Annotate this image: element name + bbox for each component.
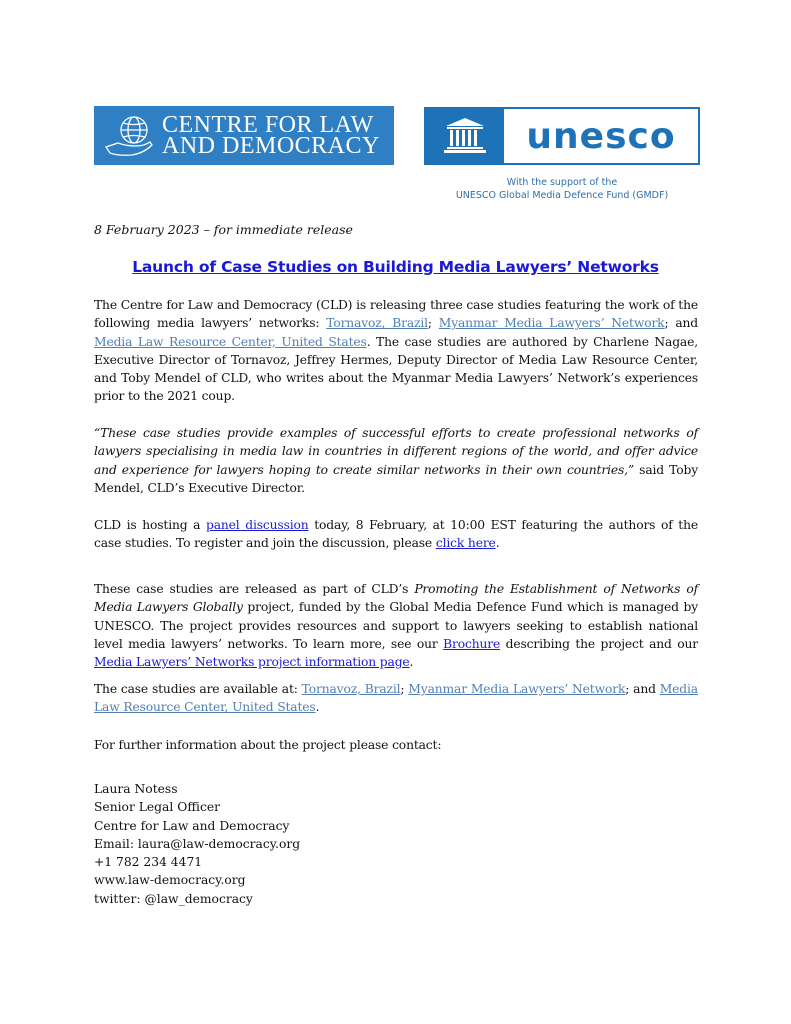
contact-name: Laura Notess xyxy=(94,782,178,796)
text: The case studies are available at: xyxy=(94,682,302,696)
text: The Centre for Law and Democracy (CLD) is releasing three case studies featuring the work of the following media lawyers’ networks: xyxy=(94,298,698,331)
link-mlrc-us[interactable]: Media Law Resource Center, United States xyxy=(94,334,367,349)
link-mlrc-us-2[interactable]: Media Law Resource Center, United States xyxy=(94,682,698,715)
text: These case studies are released as part of CLD’s xyxy=(94,582,415,596)
link-brochure[interactable]: Brochure xyxy=(443,636,501,651)
project-name: Promoting the Establishment of Networks of Media Lawyers Globally xyxy=(94,582,698,615)
support-line-1: With the support of the xyxy=(506,177,618,188)
unesco-logo xyxy=(424,107,700,165)
title-text[interactable]: Launch of Case Studies on Building Media Lawyers’ Networks xyxy=(132,258,659,276)
cld-logo xyxy=(94,106,394,165)
contact-block xyxy=(94,780,300,908)
paragraph-project xyxy=(94,580,698,671)
paragraph-contact-intro: For further information about the project please contact: xyxy=(94,738,442,752)
quote-text: “These case studies provide examples of successful efforts to create professional networks of lawyers specialising in media law in countries in different regions of the world, and offer advice and experience for lawyers hoping to create similar networks in their own countries,” xyxy=(94,426,698,477)
text: describing the project and our xyxy=(500,636,698,651)
link-panel-discussion[interactable]: panel discussion xyxy=(206,518,309,532)
text: . xyxy=(495,536,500,551)
unesco-temple-icon xyxy=(426,109,504,163)
text: project, funded by the Global Media Defence Fund which is managed by UNESCO. The project provides resources and support to lawyers seeking to establish national level media lawyers’ networks. To learn more, see our xyxy=(94,600,698,651)
cld-logo-line1: CENTRE FOR LAW xyxy=(162,111,374,138)
cld-logo-line2: AND DEMOCRACY xyxy=(162,132,380,159)
contact-email: Email: laura@law-democracy.org xyxy=(94,836,301,851)
link-myanmar-network[interactable]: Myanmar Media Lawyers’ Network xyxy=(438,316,665,331)
link-myanmar-network-2[interactable]: Myanmar Media Lawyers’ Network xyxy=(408,682,626,696)
link-tornavoz-brazil[interactable]: Tornavoz, Brazil xyxy=(326,316,428,331)
paragraph-availability xyxy=(94,680,698,717)
contact-role: Senior Legal Officer xyxy=(94,800,221,815)
globe-in-hand-icon xyxy=(104,113,156,159)
contact-org: Centre for Law and Democracy xyxy=(94,818,290,833)
unesco-wordmark: unesco xyxy=(526,115,676,157)
paragraph-intro xyxy=(94,296,698,406)
dateline: 8 February 2023 – for immediate release xyxy=(94,222,353,237)
attribution: said Toby Mendel, CLD’s Executive Director. xyxy=(94,462,699,495)
link-click-here[interactable]: click here xyxy=(435,536,496,551)
text: ; and xyxy=(625,682,660,696)
link-project-info-page[interactable]: Media Lawyers’ Networks project information page xyxy=(94,655,410,670)
paragraph-quote xyxy=(94,424,698,497)
text: ; xyxy=(427,316,439,331)
text: ; xyxy=(400,682,409,696)
text: ; and xyxy=(664,316,698,331)
link-tornavoz-brazil-2[interactable]: Tornavoz, Brazil xyxy=(301,682,401,696)
text: CLD is hosting a xyxy=(94,518,206,532)
support-line-2: UNESCO Global Media Defence Fund (GMDF) xyxy=(455,190,669,201)
page-title[interactable] xyxy=(0,258,791,276)
paragraph-panel xyxy=(94,516,698,553)
text: . xyxy=(409,655,414,670)
text: . xyxy=(315,700,320,715)
contact-phone: +1 782 234 4471 xyxy=(94,855,203,870)
support-note xyxy=(424,176,700,202)
contact-website: www.law-democracy.org xyxy=(94,873,246,888)
text: today, 8 February, at 10:00 EST featuring the authors of the case studies. To register and join the discussion, please xyxy=(94,518,698,551)
text: . The case studies are authored by Charlene Nagae, Executive Director of Tornavoz, Jeffrey Hermes, Deputy Director of Media Law Resource Center, and Toby Mendel of CLD, who writes about the Myanmar Media Lawyers’ Network’s experiences prior to the 2021 coup. xyxy=(94,334,698,404)
contact-twitter: twitter: @law_democracy xyxy=(94,891,253,906)
